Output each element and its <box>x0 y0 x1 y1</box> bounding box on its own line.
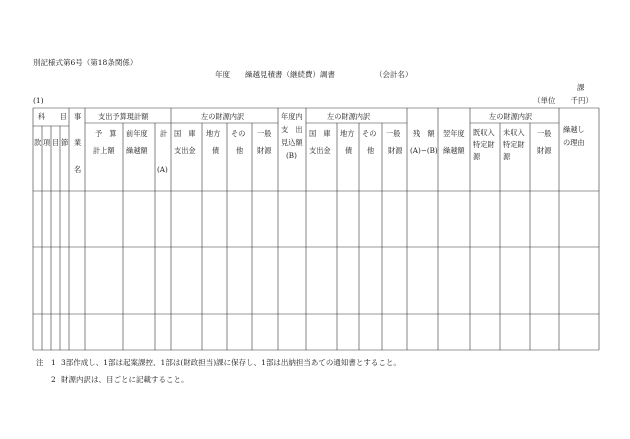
form-number: 別記様式第6号（第18条関係） <box>33 58 138 67</box>
kokko-header-2: 支出金 <box>174 146 196 155</box>
section-number: (1) <box>33 96 44 105</box>
nendonai-header-1: 年度内 <box>281 112 303 121</box>
kishuu-header-2: 特定財 <box>473 140 495 149</box>
note1-number: 1 <box>51 358 56 367</box>
zennendo-header-1: 前年度 <box>126 129 148 138</box>
yosan-keijou-header-2: 計上額 <box>93 146 115 155</box>
sonota-header-1: その <box>231 129 246 138</box>
unit-label: （単位 千円） <box>533 96 593 105</box>
kokko-header-3: 国 庫 <box>309 129 331 138</box>
ippan-header-1: 一般 <box>257 129 272 138</box>
ippan-header-3: 一般 <box>386 129 401 138</box>
ippan-header-6: 財源 <box>537 146 552 155</box>
chihousai-header-3: 地方 <box>340 129 355 138</box>
ippan-header-2: 財源 <box>257 146 272 155</box>
kurikoshi-header-1: 繰越し <box>563 125 585 134</box>
kei-header: 計 <box>160 129 168 138</box>
kei-a-header: (A) <box>157 165 168 174</box>
nendonai-header-4: (B) <box>286 151 297 160</box>
title-year: 年度 <box>215 70 230 79</box>
account-name: （会計名） <box>375 70 413 79</box>
kou-header: 項 <box>43 138 51 147</box>
jigyou-header-2: 業 <box>74 138 82 147</box>
division-label: 課 <box>577 83 585 92</box>
sonota-header-4: 他 <box>367 146 375 155</box>
kishuu-header-3: 源 <box>473 152 481 161</box>
mishuu-header-2: 特定財 <box>503 140 525 149</box>
sonota-header-3: その <box>362 129 377 138</box>
kokko-header-1: 国 庫 <box>174 129 196 138</box>
mishuu-header-3: 源 <box>503 152 511 161</box>
zennendo-header-2: 繰越額 <box>126 146 148 155</box>
zaigen-uchiwake-header-3: 左の財源内訳 <box>489 112 533 121</box>
shishutsu-yosan-header: 支出予算現計額 <box>98 112 149 121</box>
kan-header: 款 <box>34 138 42 147</box>
setsu-header: 節 <box>61 138 69 147</box>
zaigen-uchiwake-header-1: 左の財源内訳 <box>201 112 245 121</box>
kamoku-header: 科 目 <box>38 112 67 121</box>
chihousai-header-2: 債 <box>212 146 220 155</box>
yosan-keijou-header-1: 予 算 <box>95 129 117 138</box>
jigyou-header-3: 名 <box>74 165 82 174</box>
ippan-header-4: 財源 <box>388 146 403 155</box>
kokko-header-4: 支出金 <box>309 146 331 155</box>
ippan-header-5: 一般 <box>537 129 552 138</box>
note2-number: 2 <box>51 375 56 384</box>
yokunendo-header-1: 翌年度 <box>443 129 465 138</box>
note1-text: 3部作成し、1部は起案課控、1部は(財政担当)課に保存し、1部は出納担当あての通知書とすること。 <box>61 358 401 367</box>
sonota-header-2: 他 <box>236 146 244 155</box>
jigyou-header-1: 事 <box>74 112 82 121</box>
chihousai-header-1: 地方 <box>206 129 221 138</box>
mishuu-header-1: 未収入 <box>503 128 525 137</box>
zangaku-header-1: 残 額 <box>413 129 435 138</box>
nendonai-header-2: 支 出 <box>281 125 303 134</box>
form-title: 繰越見積書（継続費）調書 <box>245 70 335 79</box>
note2-text: 財源内訳は、目ごとに記載すること。 <box>61 375 189 384</box>
kurikoshi-header-2: の理由 <box>563 138 585 147</box>
kishuu-header-1: 既収入 <box>473 128 495 137</box>
zangaku-header-2: (A)−(B) <box>410 146 438 155</box>
chihousai-header-4: 債 <box>345 146 353 155</box>
zaigen-uchiwake-header-2: 左の財源内訳 <box>327 112 371 121</box>
yokunendo-header-2: 繰越額 <box>443 146 465 155</box>
note-label: 注 <box>36 358 44 367</box>
nendonai-header-3: 見込額 <box>281 138 303 147</box>
moku-header: 目 <box>52 138 60 147</box>
